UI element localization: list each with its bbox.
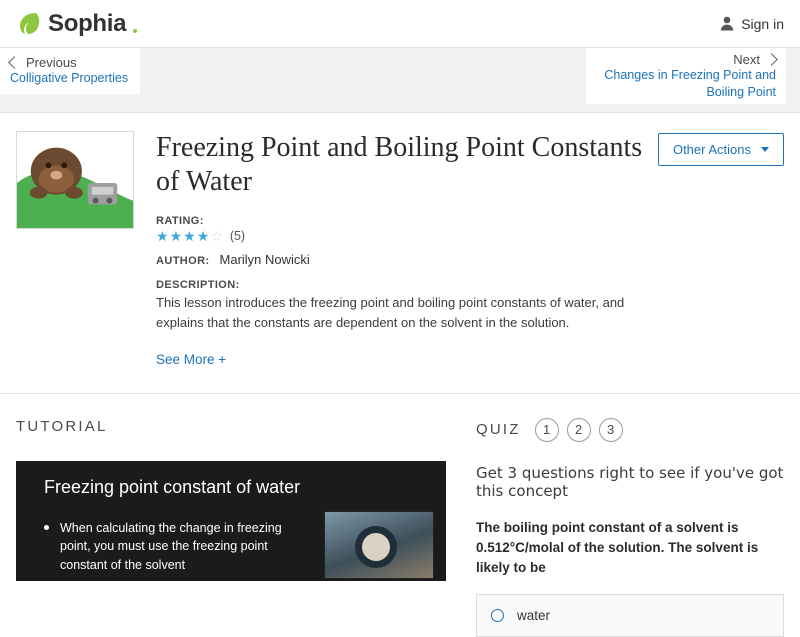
lesson-nav-strip xyxy=(0,48,800,113)
quiz-answer-label: water xyxy=(517,608,551,624)
tutorial-video-player[interactable] xyxy=(16,461,446,581)
next-label: Next xyxy=(733,51,760,67)
tutorial-heading: TUTORIAL xyxy=(16,417,108,435)
sign-in-button[interactable] xyxy=(720,16,784,32)
description-text: This lesson introduces the freezing point and boiling point constants of water, and explains that the constants are dependent on the solvent in the solution. xyxy=(156,295,625,331)
quiz-intro-text: Get 3 questions right to see if you've got this concept xyxy=(476,463,784,500)
lower-content xyxy=(0,394,800,624)
lesson-thumbnail[interactable] xyxy=(16,131,134,229)
quiz-heading: QUIZ xyxy=(476,421,521,439)
sophia-leaf-logo-icon xyxy=(16,10,42,38)
rating-label: RATING: xyxy=(156,215,204,228)
slide-bullet-text: When calculating the change in freezing point, you must use the freezing point constant of the solvent xyxy=(60,519,310,575)
quiz-question-3-button[interactable]: 3 xyxy=(599,418,623,442)
author-label: AUTHOR: xyxy=(156,255,210,268)
lesson-header xyxy=(0,113,800,394)
brand-logo-link[interactable] xyxy=(16,10,137,38)
star-half-icon: ★ xyxy=(196,228,210,245)
chevron-right-icon xyxy=(765,53,778,66)
top-bar xyxy=(0,0,800,48)
previous-lesson-button[interactable] xyxy=(0,48,140,94)
page-title: Freezing Point and Boiling Point Constants of Water xyxy=(156,132,643,198)
quiz-answer-option[interactable] xyxy=(476,594,784,637)
quiz-question-2-button[interactable]: 2 xyxy=(567,418,591,442)
description-label: DESCRIPTION: xyxy=(156,279,240,292)
star-icon: ★ xyxy=(169,228,183,245)
quiz-section xyxy=(460,394,800,624)
quiz-question-text: The boiling point constant of a solvent is 0.512°C/molal of the solution. The solvent is likely to be xyxy=(476,519,759,576)
see-more-link[interactable]: See More + xyxy=(156,351,227,367)
next-target-link[interactable]: Changes in Freezing Point and Boiling Point xyxy=(604,67,776,99)
mole-cartoon-thumbnail-icon xyxy=(17,132,133,228)
other-actions-button[interactable] xyxy=(658,133,784,166)
brand-name: Sophia xyxy=(48,9,127,37)
quiz-question-1-button[interactable]: 1 xyxy=(535,418,559,442)
brand-dot xyxy=(133,29,137,33)
other-actions-label: Other Actions xyxy=(672,142,751,157)
previous-label: Previous xyxy=(26,55,77,71)
ice-bucket-photo-icon xyxy=(324,511,434,579)
slide-title: Freezing point constant of water xyxy=(44,476,301,497)
sign-in-label: Sign in xyxy=(741,15,784,32)
rating-count: (5) xyxy=(229,229,246,244)
person-icon xyxy=(720,16,734,31)
star-empty-icon: ☆ xyxy=(210,228,223,245)
chevron-down-icon xyxy=(761,147,769,152)
next-lesson-button[interactable] xyxy=(586,48,786,104)
star-icon: ★ xyxy=(156,228,169,245)
author-name: Marilyn Nowicki xyxy=(219,252,310,268)
star-icon: ★ xyxy=(183,228,196,245)
chevron-left-icon xyxy=(8,56,21,69)
quiz-question-numbers xyxy=(535,418,623,442)
rating-row xyxy=(156,229,654,243)
previous-target-link[interactable]: Colligative Properties xyxy=(10,71,129,86)
author-row xyxy=(156,252,654,269)
radio-unselected-icon[interactable] xyxy=(491,609,504,622)
tutorial-section xyxy=(0,394,460,590)
star-rating xyxy=(156,229,223,243)
